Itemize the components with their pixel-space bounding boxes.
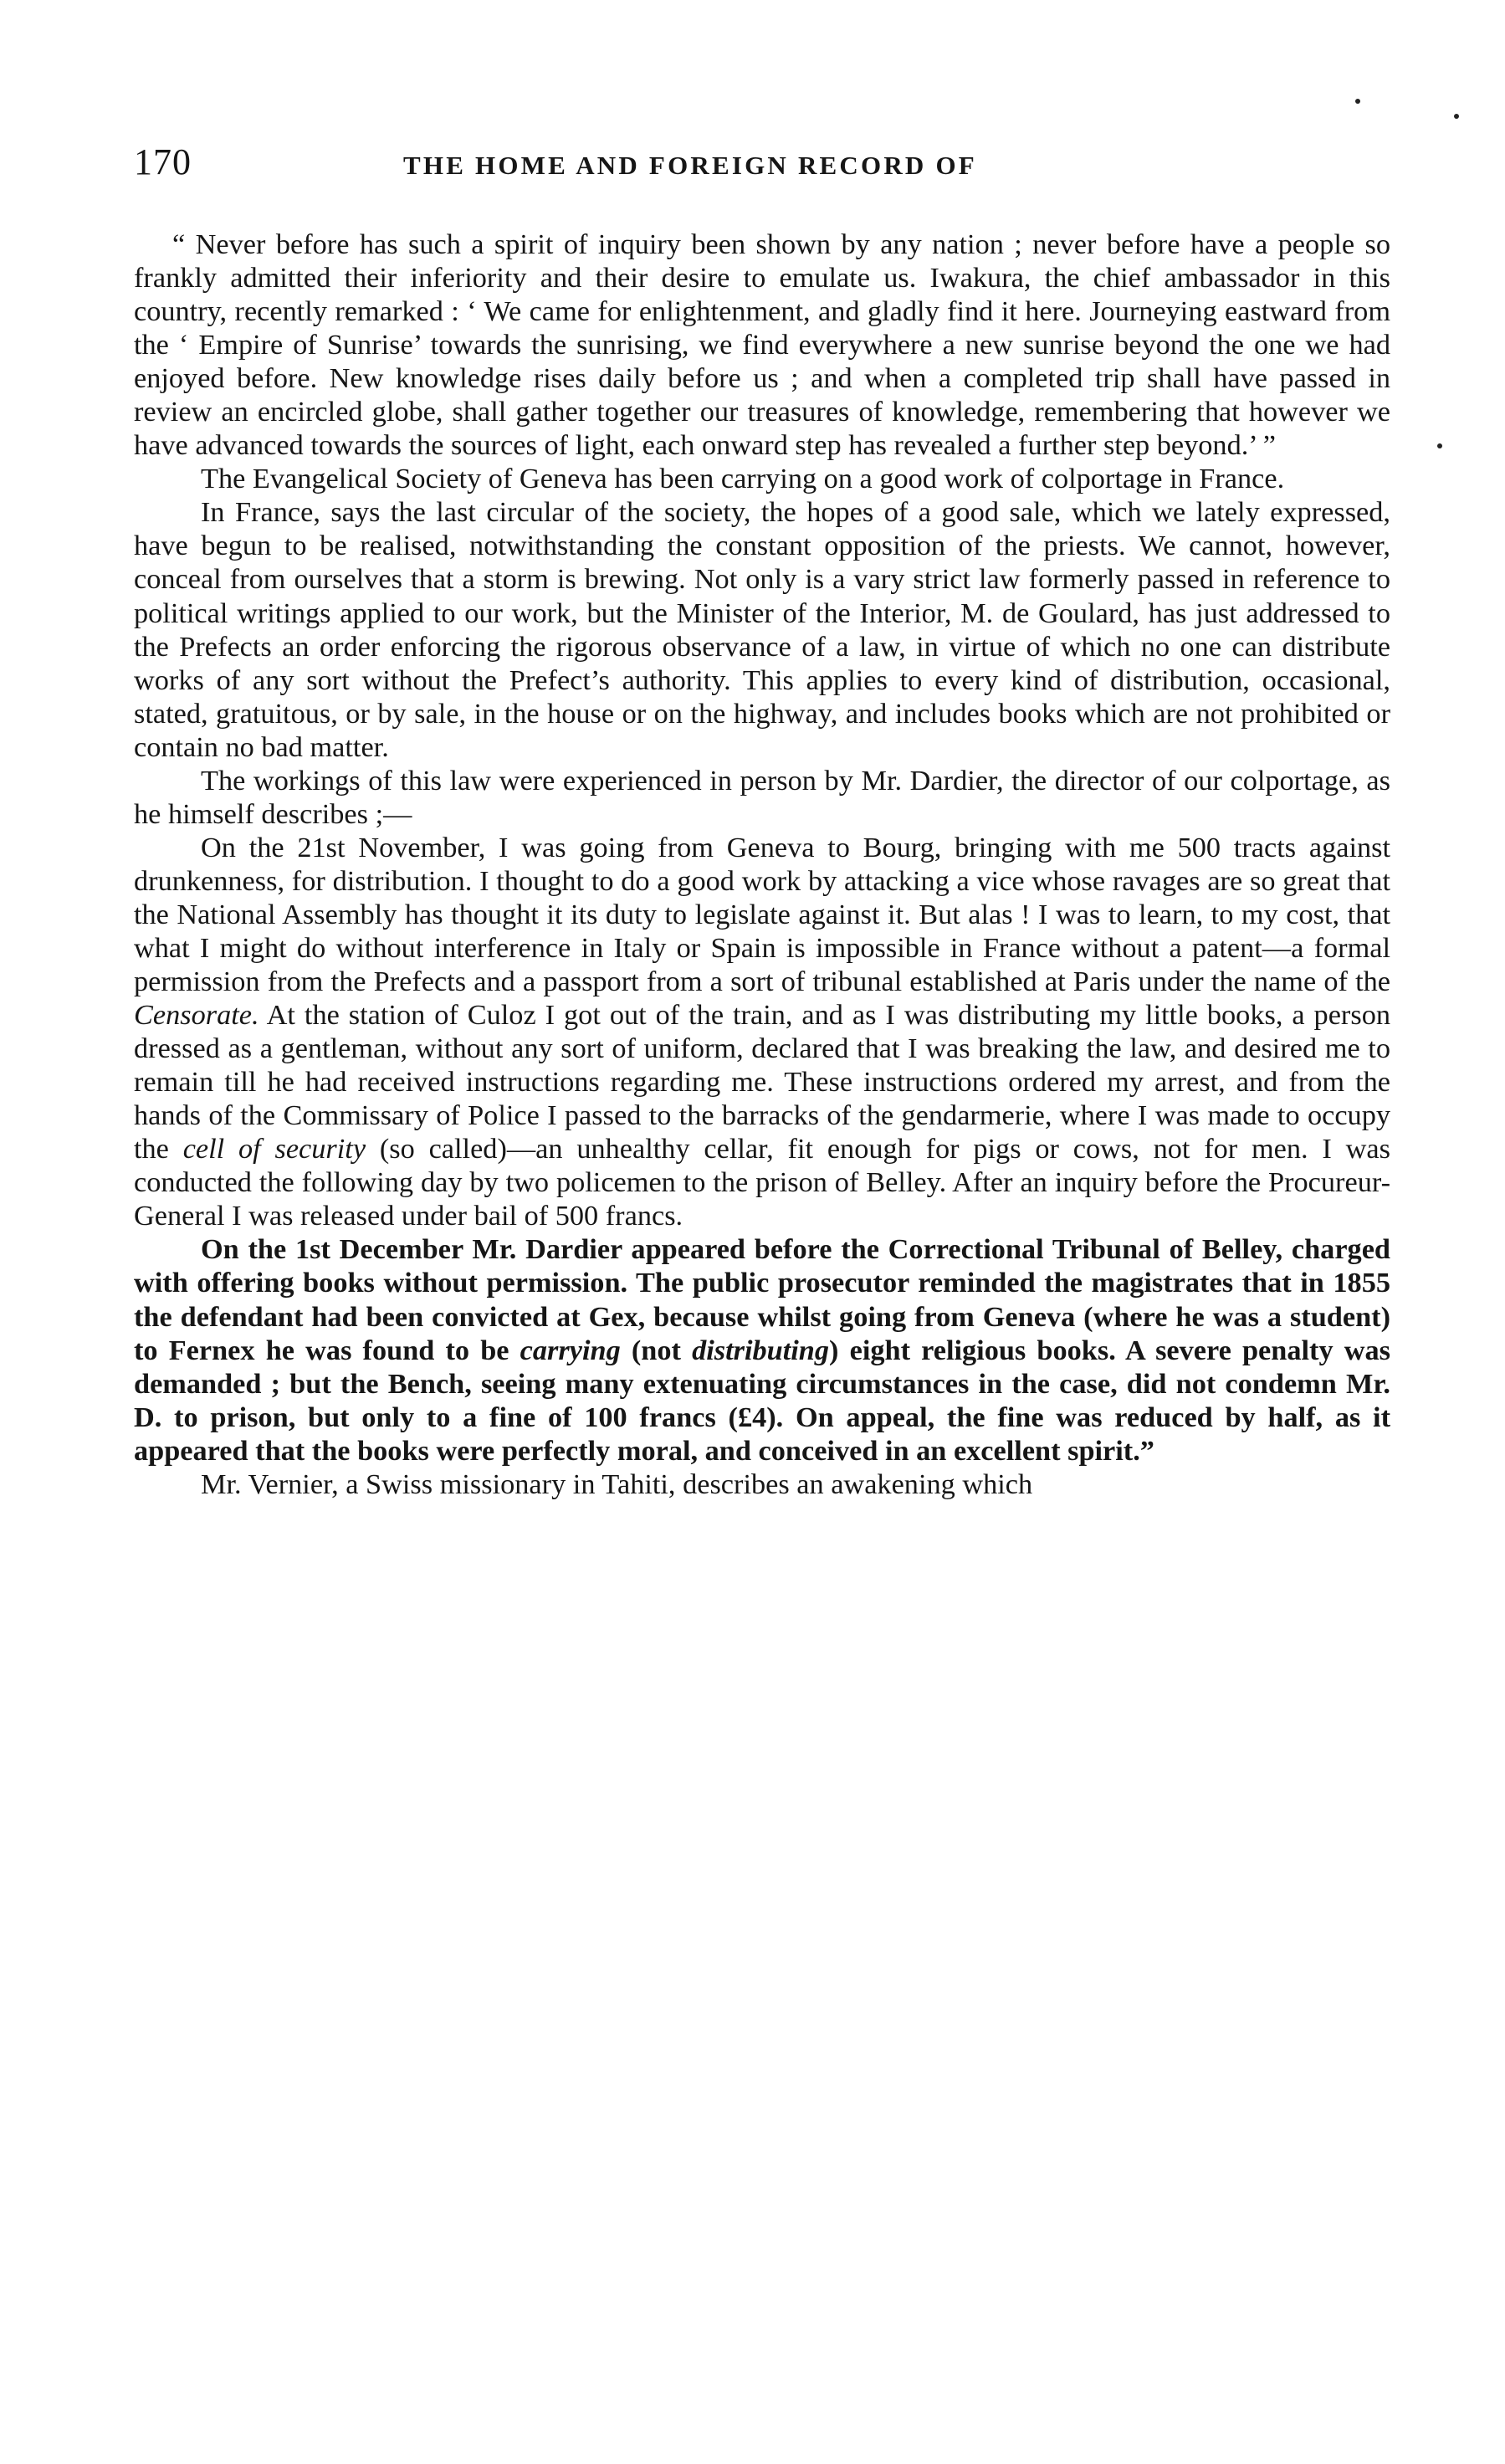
running-head: THE HOME AND FOREIGN RECORD OF bbox=[403, 151, 977, 180]
paragraph-dardier-intro: The workings of this law were experienced in person by Mr. Dardier, the director of our colportage, as he himself describes ;— bbox=[134, 764, 1390, 830]
text-run: At the station of Culoz I got out of the train, and as I was distributing my little books, a person dressed as a gentleman, without any sort of uniform, declared that I was breaking the law, and desired me to remain till he had received instructions regarding me. These instructions ordered my arrest, and from the hands of the Commissary of Police I passed to the barracks of the gendarmerie, where I was made to occupy the bbox=[134, 999, 1390, 1165]
ink-speck bbox=[1437, 443, 1442, 448]
italic-run: cell of security bbox=[182, 1133, 366, 1165]
text-run: On the 21st November, I was going from Geneva to Bourg, bringing with me 500 tracts against drunkenness, for distribution. I thought to do a good work by attacking a vice whose ravages are so great that the National Assembly has thought it its duty to legislate against it. But alas ! I was to learn, to my cost, that what I might do without interference in Italy or Spain is impossible in France without a patent—a formal permission from the Prefects and a passport from a sort of tribunal established at Paris under the name of the bbox=[134, 831, 1390, 998]
paragraph-tribunal bbox=[134, 1232, 1390, 1467]
text-run: (not bbox=[620, 1334, 693, 1366]
paragraph-iwakura-quote: “ Never before has such a spirit of inquiry been shown by any nation ; never before have a people so frankly admitted their inferiority and their desire to emulate us. Iwakura, the chief ambassador in this country, recently remarked : ‘ We came for enlightenment, and gladly find it here. Journeying eastward from the ‘ Empire of Sunrise’ towards the sunrising, we find everywhere a new sunrise beyond the one we had enjoyed before. New knowledge rises daily before us ; and when a completed trip shall have passed in review an encircled globe, shall gather together our treasures of knowledge, remembering that however we have advanced towards the sources of light, each onward step has revealed a further step beyond.’ ” bbox=[134, 228, 1390, 462]
text-run: ) eight religious books. A severe penalty was demanded ; but the Bench, seeing many extenuating circumstances in the case, did not condemn Mr. D. to prison, but only to a fine of 100 francs (£4). On appeal, the fine was reduced by half, as it appeared that the books were perfectly moral, and conceived in an excellent spirit.” bbox=[134, 1334, 1391, 1467]
paragraph-evangelical-society: The Evangelical Society of Geneva has been carrying on a good work of colportage in France. bbox=[201, 463, 1285, 495]
body-text bbox=[134, 228, 1390, 1501]
paragraph-circular: In France, says the last circular of the society, the hopes of a good sale, which we lately expressed, have begun to be realised, notwithstanding the constant opposition of the priests. We cannot, however, conceal from ourselves that a storm is brewing. Not only is a vary strict law formerly passed in reference to political writings applied to our work, but the Minister of the Interior, M. de Goulard, has just addressed to the Prefects an order enforcing the rigorous observance of a law, in virtue of which no one can distribute works of any sort without the Prefect’s authority. This applies to every kind of distribution, occasional, stated, gratuitous, or by sale, in the house or on the highway, and includes books which are not prohibited or contain no bad matter. bbox=[134, 496, 1390, 763]
paragraph-vernier: Mr. Vernier, a Swiss missionary in Tahiti, describes an awakening which bbox=[201, 1468, 1033, 1500]
ink-speck bbox=[1454, 114, 1459, 119]
page-header bbox=[134, 141, 1397, 199]
paragraph-dardier-account bbox=[134, 831, 1390, 1233]
ink-speck bbox=[1355, 99, 1360, 104]
text-run: On the 1st December Mr. Dardier appeared before the Correctional Tribunal of Belley, charged with offering books without permission. The public prosecutor reminded the magistrates that in 1855 the defendant had been convicted at Gex, because whilst going from Geneva (where he was a student) to Fernex he was found to be bbox=[134, 1233, 1390, 1366]
italic-run: carrying bbox=[520, 1334, 621, 1366]
text-run: (so called)—an unhealthy cellar, fit enough for pigs or cows, not for men. I was conducted the following day by two policemen to the prison of Belley. After an inquiry before the Procureur-General I was released under bail of 500 francs. bbox=[134, 1133, 1390, 1232]
italic-run: Censorate. bbox=[134, 999, 259, 1032]
italic-run: distributing bbox=[692, 1334, 830, 1366]
page-number: 170 bbox=[134, 141, 192, 182]
